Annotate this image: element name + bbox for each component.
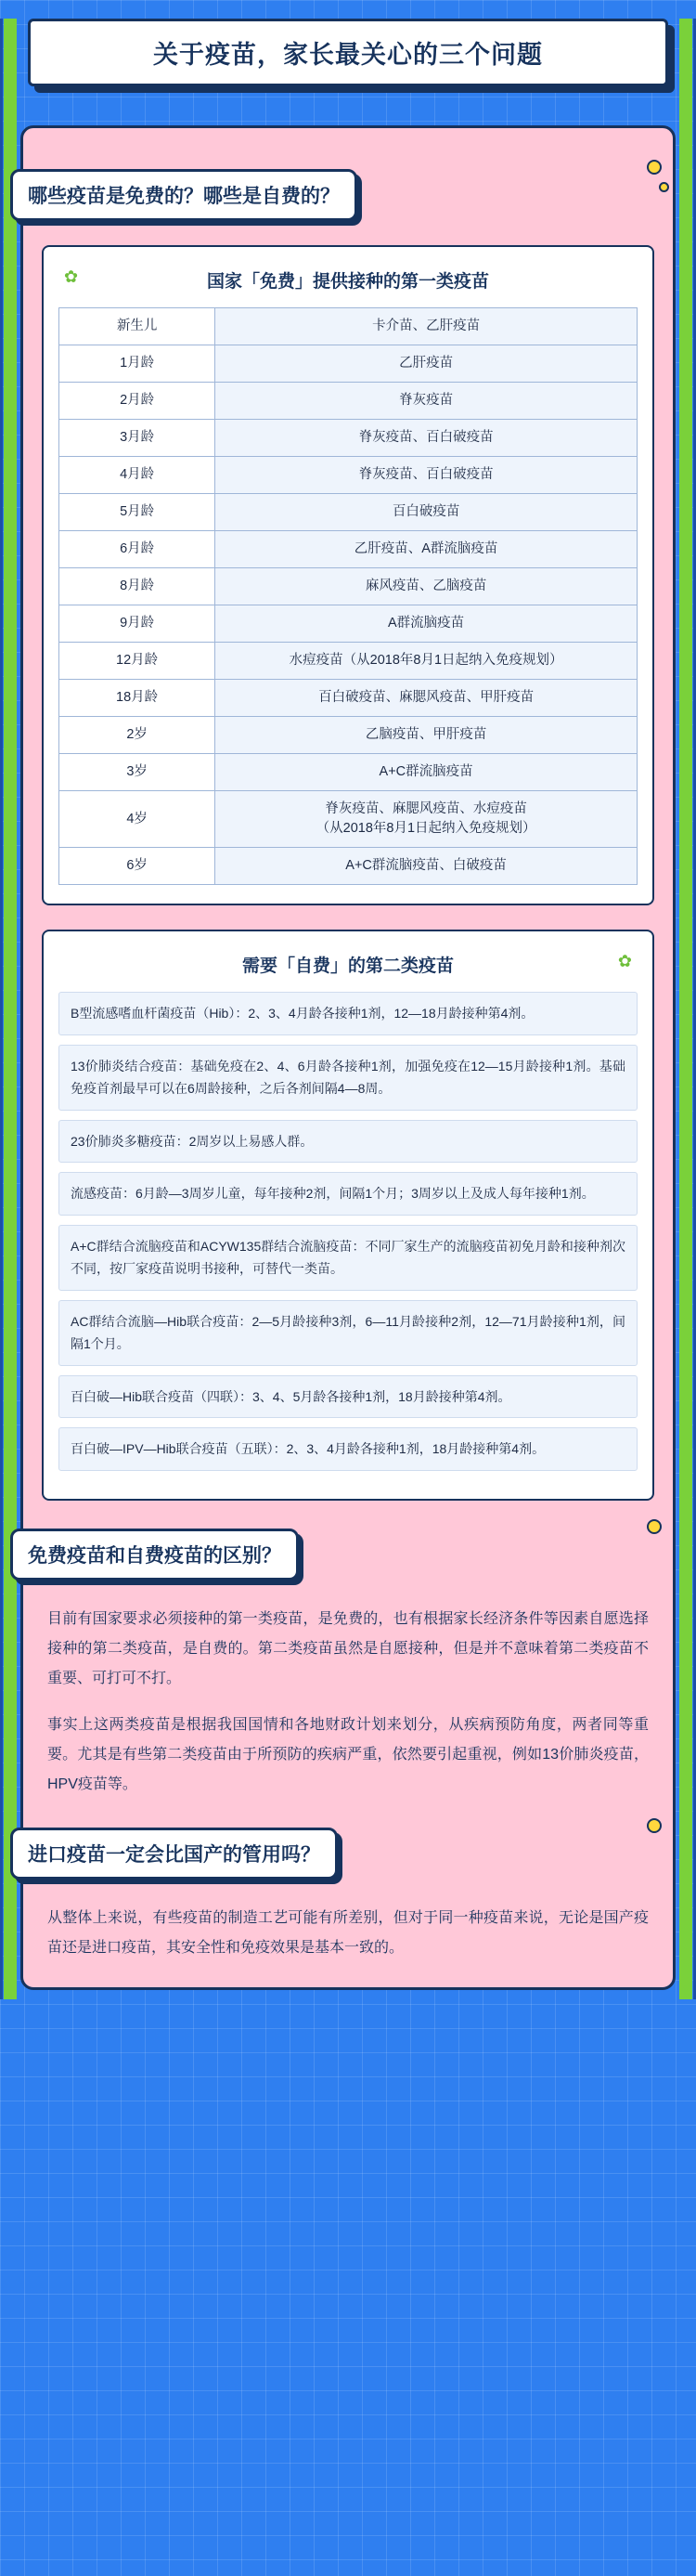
bulb-icon: [647, 160, 662, 175]
page-title: [28, 19, 668, 86]
table-cell-age: 12月龄: [59, 643, 215, 680]
table-cell-vaccines: A+C群流脑疫苗、白破疫苗: [215, 848, 638, 885]
table-row: [59, 457, 638, 494]
list-item: 流感疫苗：6月龄—3周岁儿童，每年接种2剂，间隔1个月；3周岁以上及成人每年接种1剂。: [58, 1172, 638, 1216]
list-item: 百白破—Hib联合疫苗（四联）：3、4、5月龄各接种1剂，18月龄接种第4剂。: [58, 1375, 638, 1419]
table-cell-age: 2岁: [59, 717, 215, 754]
table-cell-vaccines: A+C群流脑疫苗: [215, 754, 638, 791]
table-row: [59, 345, 638, 383]
table-cell-age: 6岁: [59, 848, 215, 885]
table-cell-age: 3岁: [59, 754, 215, 791]
paid-panel-title: 需要「自费」的第二类疫苗: [241, 956, 454, 977]
section-3-heading: 进口疫苗一定会比国产的管用吗？: [10, 1828, 338, 1880]
table-cell-age: 3月龄: [59, 420, 215, 457]
section-3-heading-row: [10, 1828, 654, 1880]
table-cell-vaccines: A群流脑疫苗: [215, 605, 638, 643]
free-panel-title: 国家「免费」提供接种的第一类疫苗: [206, 272, 489, 292]
table-cell-vaccines: 脊灰疫苗: [215, 383, 638, 420]
table-row: [59, 791, 638, 848]
table-row: [59, 717, 638, 754]
table-cell-vaccines: 水痘疫苗（从2018年8月1日起纳入免疫规划）: [215, 643, 638, 680]
paid-panel-title-row: [58, 952, 638, 977]
section-2-paragraph: 事实上这两类疫苗是根据我国国情和各地财政计划来划分，从疾病预防角度，两者同等重要。尤其是有些第二类疫苗由于所预防的疾病严重，依然要引起重视，例如13价肺炎疫苗，HPV疫苗等。: [47, 1716, 649, 1792]
section-2-heading-row: [10, 1529, 654, 1581]
table-cell-vaccines: 乙肝疫苗、A群流脑疫苗: [215, 531, 638, 568]
table-row: [59, 643, 638, 680]
free-vaccine-table-body: [59, 308, 638, 885]
table-cell-age: 新生儿: [59, 308, 215, 345]
table-cell-vaccines: 麻风疫苗、乙脑疫苗: [215, 568, 638, 605]
table-cell-vaccines: 乙脑疫苗、甲肝疫苗: [215, 717, 638, 754]
list-item: AC群结合流脑—Hib联合疫苗：2—5月龄接种3剂，6—11月龄接种2剂，12—71月龄接种1剂，间隔1个月。: [58, 1300, 638, 1366]
table-row: [59, 531, 638, 568]
list-item: B型流感嗜血杆菌疫苗（Hib）：2、3、4月龄各接种1剂，12—18月龄接种第4剂。: [58, 992, 638, 1035]
table-cell-vaccines: 百白破疫苗、麻腮风疫苗、甲肝疫苗: [215, 680, 638, 717]
free-vaccine-panel: [42, 245, 654, 905]
pin-icon: ✿: [617, 952, 632, 971]
paid-vaccine-list: [58, 992, 638, 1471]
title-banner-wrap: [28, 19, 668, 86]
table-row: [59, 848, 638, 885]
bulb-icon: [647, 1818, 662, 1833]
table-cell-vaccines: 卡介苗、乙肝疫苗: [215, 308, 638, 345]
table-cell-vaccines: 脊灰疫苗、百白破疫苗: [215, 420, 638, 457]
table-cell-age: 6月龄: [59, 531, 215, 568]
table-row: [59, 605, 638, 643]
list-item: 23价肺炎多糖疫苗：2周岁以上易感人群。: [58, 1120, 638, 1164]
table-row: [59, 494, 638, 531]
section-2: [28, 1529, 654, 1800]
table-cell-age: 4岁: [59, 791, 215, 848]
section-1-heading: 哪些疫苗是免费的？哪些是自费的？: [10, 169, 357, 221]
table-row: [59, 680, 638, 717]
bulb-icon: [647, 1519, 662, 1534]
section-1-heading-row: [10, 169, 654, 221]
free-panel-title-row: [58, 267, 638, 293]
section-2-paragraph: 目前有国家要求必须接种的第一类疫苗，是免费的，也有根据家长经济条件等因素自愿选择接种的第二类疫苗，是自费的。第二类疫苗虽然是自愿接种，但是并不意味着第二类疫苗不重要、可打可不打。: [47, 1610, 649, 1686]
list-item: 百白破—IPV—Hib联合疫苗（五联）：2、3、4月龄各接种1剂，18月龄接种第4剂。: [58, 1427, 638, 1471]
section-3-paragraph: 从整体上来说，有些疫苗的制造工艺可能有所差别，但对于同一种疫苗来说，无论是国产疫苗还是进口疫苗，其安全性和免疫效果是基本一致的。: [47, 1909, 649, 1956]
pin-icon: ✿: [64, 267, 79, 286]
bulb-icon: [659, 182, 669, 192]
section-3: [28, 1828, 654, 1963]
table-cell-vaccines: 乙肝疫苗: [215, 345, 638, 383]
table-cell-vaccines: 百白破疫苗: [215, 494, 638, 531]
section-2-heading: 免费疫苗和自费疫苗的区别？: [10, 1529, 299, 1581]
table-cell-vaccines: 脊灰疫苗、百白破疫苗: [215, 457, 638, 494]
table-row: [59, 568, 638, 605]
list-item: 13价肺炎结合疫苗：基础免疫在2、4、6月龄各接种1剂，加强免疫在12—15月龄接种1剂。基础免疫首剂最早可以在6周龄接种，之后各剂间隔4—8周。: [58, 1045, 638, 1111]
table-cell-age: 9月龄: [59, 605, 215, 643]
paid-vaccine-panel: [42, 930, 654, 1501]
page-root: [0, 19, 696, 1990]
table-cell-age: 2月龄: [59, 383, 215, 420]
free-vaccine-table: [58, 307, 638, 885]
section-card-free-vs-paid: [20, 125, 676, 1990]
table-cell-age: 4月龄: [59, 457, 215, 494]
table-cell-vaccines: 脊灰疫苗、麻腮风疫苗、水痘疫苗 （从2018年8月1日起纳入免疫规划）: [215, 791, 638, 848]
table-row: [59, 420, 638, 457]
table-cell-age: 8月龄: [59, 568, 215, 605]
table-row: [59, 383, 638, 420]
table-row: [59, 754, 638, 791]
table-cell-age: 1月龄: [59, 345, 215, 383]
table-row: [59, 308, 638, 345]
table-cell-age: 18月龄: [59, 680, 215, 717]
page-title-text: 关于疫苗，家长最关心的三个问题: [153, 41, 543, 69]
table-cell-age: 5月龄: [59, 494, 215, 531]
list-item: A+C群结合流脑疫苗和ACYW135群结合流脑疫苗：不同厂家生产的流脑疫苗初免月龄和接种剂次不同，按厂家疫苗说明书接种，可替代一类苗。: [58, 1225, 638, 1291]
